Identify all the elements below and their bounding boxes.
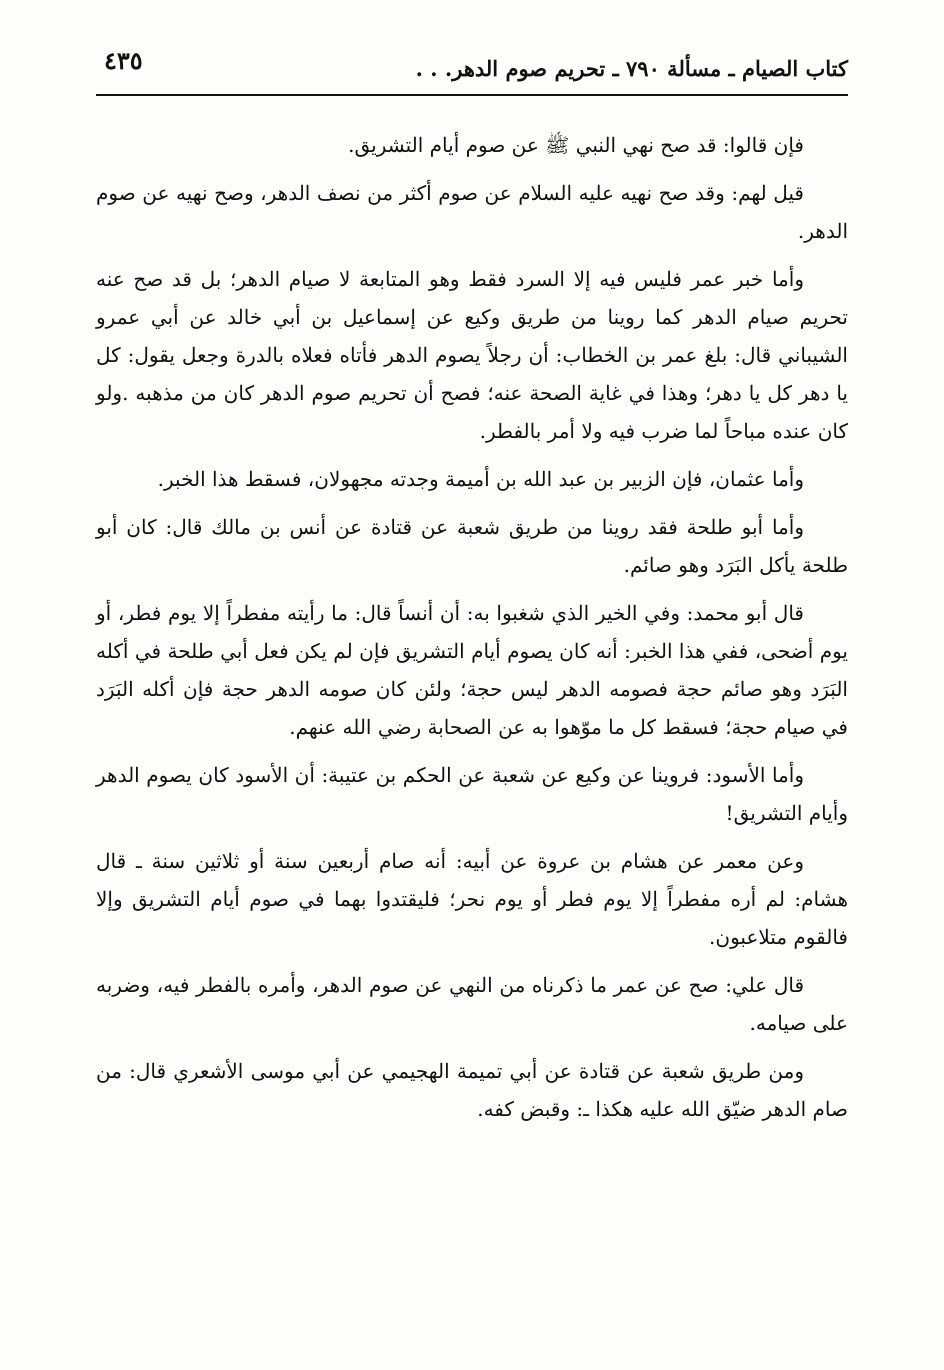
- page-header: [96, 42, 848, 90]
- paragraph-3: وأما خبر عمر فليس فيه إلا السرد فقط وهو المتابعة لا صيام الدهر؛ بل قد صح عنه تحريم صيام الدهر كما روينا من طريق وكيع عن إسماعيل بن أبي خالد عن أبي عمرو الشيباني قال: بلغ عمر بن الخطاب: أن رجلاً يصوم الدهر فأتاه فعلاه بالدرة وجعل يقول: كل يا دهر كل يا دهر؛ وهذا في غاية الصحة عنه؛ فصح أن تحريم صوم الدهر كان من مذهبه .ولو كان عنده مباحاً لما ضرب فيه ولا أمر بالفطر.: [96, 267, 848, 443]
- paragraph-4: وأما عثمان، فإن الزبير بن عبد الله بن أميمة وجدته مجهولان، فسقط هذا الخبر.: [157, 467, 804, 491]
- header-rule: [96, 94, 848, 96]
- paragraph-10: ومن طريق شعبة عن قتادة عن أبي تميمة الهجيمي عن أبي موسى الأشعري قال: من صام الدهر ضيّق الله عليه هكذا ـ: وقبض كفه.: [96, 1059, 848, 1121]
- paragraph-6: قال أبو محمد: وفي الخير الذي شغبوا به: أن أنساً قال: ما رأيته مفطراً إلا يوم فطر، أو يوم أضحى، ففي هذا الخبر: أنه كان يصوم أيام التشريق فإن لم يكن فعل أبي طلحة في أكله البَرَد وهو صائم حجة فصومه الدهر ليس حجة؛ ولئن كان صومه الدهر حجة فإن أكله البَرَد في صيام حجة؛ فسقط كل ما موّهوا به عن الصحابة رضي الله عنهم.: [96, 601, 848, 739]
- paragraph-9: قال علي: صح عن عمر ما ذكرناه من النهي عن صوم الدهر، وأمره بالفطر فيه، وضربه على صيامه.: [96, 973, 848, 1035]
- page-number: ٤٣٥: [104, 46, 143, 75]
- paragraph-2: قيل لهم: وقد صح نهيه عليه السلام عن صوم أكثر من نصف الدهر، وصح نهيه عن صوم الدهر.: [96, 181, 848, 243]
- running-title: كتاب الصيام ـ مسألة ٧٩٠ ـ تحريم صوم الدهر. . .: [415, 56, 848, 81]
- paragraph-1: فإن قالوا: قد صح نهي النبي ﷺ عن صوم أيام التشريق.: [348, 133, 804, 157]
- paragraph-7: وأما الأسود: فروينا عن وكيع عن شعبة عن الحكم بن عتيبة: أن الأسود كان يصوم الدهر وأيام التشريق!: [96, 763, 848, 825]
- page-body: [96, 126, 848, 1138]
- paragraph-8: وعن معمر عن هشام بن عروة عن أبيه: أنه صام أربعين سنة أو ثلاثين سنة ـ قال هشام: لم أره مفطراً إلا يوم فطر أو يوم نحر؛ فليقتدوا بهما في صوم أيام التشريق وإلا فالقوم متلاعبون.: [96, 849, 848, 949]
- paragraph-5: وأما أبو طلحة فقد روينا من طريق شعبة عن قتادة عن أنس بن مالك قال: كان أبو طلحة يأكل البَرَد وهو صائم.: [96, 515, 848, 577]
